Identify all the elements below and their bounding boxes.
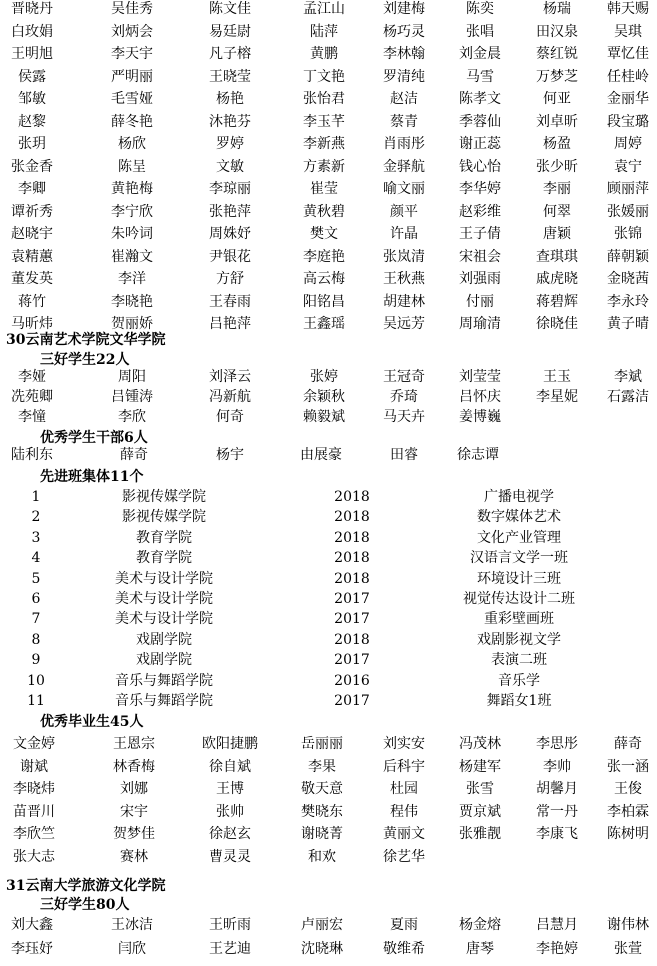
name-cell: 李宁欣	[111, 203, 153, 220]
college-cell: 教育学院	[136, 529, 192, 546]
subsection-title: 先进班集体11个	[40, 469, 144, 485]
table-row	[0, 650, 657, 670]
name-cell: 闫欣	[118, 941, 146, 957]
year-cell: 2018	[334, 550, 370, 567]
name-cell: 周婷	[614, 136, 642, 152]
name-cell: 徐志谭	[457, 447, 499, 463]
name-cell: 何亚	[543, 91, 571, 107]
college-cell: 影视传媒学院	[122, 509, 206, 526]
name-cell: 张媛丽	[607, 203, 649, 220]
name-cell: 陈奕	[466, 1, 494, 17]
name-cell: 刘强雨	[459, 271, 501, 287]
name-cell: 杨建军	[459, 758, 501, 775]
table-row	[0, 609, 657, 629]
name-cell: 刘娜	[120, 781, 148, 798]
class-cell: 舞蹈女1班	[486, 693, 552, 709]
name-cell: 程伟	[390, 803, 418, 820]
name-cell: 袁精蕙	[11, 248, 53, 265]
name-cell: 薛奇	[614, 736, 642, 752]
name-cell: 段宝璐	[607, 113, 649, 130]
name-cell: 李欣竺	[13, 826, 55, 843]
table-row	[0, 589, 657, 609]
name-cell: 张金香	[11, 158, 53, 175]
name-cell: 尹银花	[209, 248, 251, 265]
name-cell: 李琼丽	[209, 181, 251, 197]
name-cell: 冯新航	[209, 389, 251, 405]
name-cell: 侯露	[18, 68, 46, 85]
name-cell: 赵晓宇	[11, 226, 53, 242]
name-cell: 张艳萍	[209, 203, 251, 220]
name-cell: 李帅	[543, 758, 571, 775]
name-cell: 王鑫瑶	[303, 316, 345, 332]
name-cell: 崔瀚文	[111, 248, 153, 265]
name-cell: 蒋碧辉	[536, 293, 578, 310]
name-row	[0, 268, 657, 290]
name-cell: 赵洁	[390, 91, 418, 107]
class-cell: 数字媒体艺术	[477, 509, 561, 526]
name-cell: 万梦芝	[536, 68, 578, 85]
name-cell: 刘大鑫	[11, 917, 53, 933]
name-cell: 金丽华	[607, 91, 649, 107]
name-cell: 王子倩	[459, 226, 501, 242]
name-cell: 张锦	[614, 226, 642, 242]
name-cell: 陆利东	[11, 447, 53, 463]
name-cell: 谢斌	[20, 758, 48, 775]
name-cell: 张玥	[18, 136, 46, 152]
name-row	[0, 21, 657, 43]
class-cell: 广播电视学	[484, 489, 554, 505]
table-row	[0, 630, 657, 650]
name-row	[0, 444, 657, 466]
name-cell: 王冰洁	[111, 917, 153, 933]
name-cell: 刘卓昕	[536, 113, 578, 130]
name-cell: 李新燕	[303, 136, 345, 152]
name-cell: 任桂岭	[607, 68, 649, 85]
name-row	[0, 846, 657, 868]
name-cell: 张大志	[13, 849, 55, 865]
name-cell: 方素新	[303, 158, 345, 175]
name-cell: 谢晓菁	[301, 826, 343, 843]
name-cell: 张一涵	[607, 758, 649, 775]
name-cell: 黄丽文	[383, 826, 425, 843]
name-cell: 陈孝文	[459, 91, 501, 107]
name-cell: 王冠奇	[383, 369, 425, 385]
name-cell: 李康飞	[536, 826, 578, 843]
section-title: 30云南艺术学院文华学院	[6, 332, 166, 348]
year-cell: 2017	[334, 591, 370, 607]
name-cell: 黄子晴	[607, 316, 649, 332]
name-cell: 季蓉仙	[459, 113, 501, 130]
name-cell: 陈呈	[118, 158, 146, 175]
name-cell: 邹敏	[18, 91, 46, 107]
name-cell: 金晓茜	[607, 271, 649, 287]
name-row	[0, 914, 657, 936]
name-cell: 薛冬艳	[111, 113, 153, 130]
name-cell: 后科宇	[383, 758, 425, 775]
name-cell: 董发英	[11, 271, 53, 287]
name-cell: 李卿	[18, 181, 46, 197]
name-cell: 吴佳秀	[111, 1, 153, 17]
name-cell: 李珏妤	[11, 941, 53, 957]
college-cell: 戏剧学院	[136, 631, 192, 648]
name-row	[0, 938, 657, 960]
class-cell: 重彩壁画班	[484, 611, 554, 628]
name-cell: 马雪	[466, 68, 494, 85]
name-cell: 陈文佳	[209, 1, 251, 17]
name-cell: 薛朝颖	[607, 248, 649, 265]
name-cell: 石露洁	[607, 389, 649, 405]
name-cell: 王秋燕	[383, 271, 425, 287]
name-cell: 刘金晨	[459, 46, 501, 62]
name-cell: 杜园	[390, 781, 418, 798]
name-row	[0, 246, 657, 268]
name-cell: 周瑜清	[459, 316, 501, 332]
name-cell: 王明旭	[11, 46, 53, 62]
name-cell: 吕慧月	[536, 917, 578, 933]
name-row	[0, 801, 657, 823]
name-cell: 姜博巍	[459, 409, 501, 425]
name-cell: 韩天赐	[607, 1, 649, 17]
year-cell: 2018	[334, 509, 370, 526]
name-cell: 刘莹莹	[459, 369, 501, 385]
name-cell: 吕艳萍	[209, 316, 251, 332]
name-cell: 李欣	[118, 409, 146, 425]
name-cell: 刘泽云	[209, 369, 251, 385]
name-row	[0, 178, 657, 200]
name-cell: 冼苑卿	[11, 389, 53, 405]
name-cell: 王俊	[614, 781, 642, 798]
name-row	[0, 733, 657, 755]
index-cell: 10	[27, 672, 45, 689]
year-cell: 2018	[334, 489, 370, 505]
college-cell: 美术与设计学院	[115, 591, 213, 607]
name-cell: 刘实安	[383, 736, 425, 752]
name-cell: 周姝妤	[209, 226, 251, 242]
name-cell: 顾丽萍	[607, 181, 649, 197]
name-cell: 李洋	[118, 271, 146, 287]
name-cell: 黄艳梅	[111, 181, 153, 197]
name-cell: 陈树明	[607, 826, 649, 843]
name-cell: 杨瑞	[543, 1, 571, 17]
name-cell: 夏雨	[390, 917, 418, 933]
name-cell: 吕锺涛	[111, 389, 153, 405]
name-cell: 严明丽	[111, 68, 153, 85]
name-cell: 赛林	[120, 849, 148, 865]
name-cell: 朱吟词	[111, 226, 153, 242]
name-cell: 赵黎	[18, 113, 46, 130]
name-cell: 李柏霖	[607, 803, 649, 820]
name-cell: 戚虎晓	[536, 271, 578, 287]
name-cell: 张婷	[310, 369, 338, 385]
table-row	[0, 569, 657, 589]
name-cell: 樊晓东	[301, 803, 343, 820]
name-cell: 白玫娟	[11, 23, 53, 40]
name-row	[0, 43, 657, 65]
name-cell: 方舒	[216, 271, 244, 287]
year-cell: 2018	[334, 631, 370, 648]
name-cell: 薛奇	[120, 447, 148, 463]
name-row	[0, 156, 657, 178]
name-cell: 杨巧灵	[383, 23, 425, 40]
name-cell: 张怡君	[303, 91, 345, 107]
college-cell: 音乐与舞蹈学院	[115, 672, 213, 689]
name-row	[0, 201, 657, 223]
name-cell: 张帅	[216, 803, 244, 820]
name-cell: 毛雪娅	[111, 91, 153, 107]
name-cell: 贾京斌	[459, 803, 501, 820]
college-cell: 美术与设计学院	[115, 611, 213, 628]
name-cell: 李玉芊	[303, 113, 345, 130]
name-cell: 赖毅斌	[303, 409, 345, 425]
table-row	[0, 548, 657, 568]
name-cell: 胡馨月	[536, 781, 578, 798]
index-cell: 8	[31, 631, 41, 648]
name-cell: 谢正蕊	[459, 136, 501, 152]
name-cell: 周阳	[118, 369, 146, 385]
name-cell: 李晓炜	[13, 781, 55, 798]
name-cell: 谭祈秀	[11, 203, 53, 220]
index-cell: 9	[31, 652, 41, 669]
name-cell: 蔡红锐	[536, 46, 578, 62]
name-row	[0, 111, 657, 133]
college-cell: 戏剧学院	[136, 652, 192, 669]
name-cell: 袁宁	[614, 158, 642, 175]
name-cell: 查琪琪	[536, 248, 578, 265]
name-cell: 孟江山	[303, 1, 345, 17]
name-row	[0, 756, 657, 778]
name-cell: 田汉泉	[536, 23, 578, 40]
name-row	[0, 66, 657, 88]
name-cell: 颜平	[390, 203, 418, 220]
name-cell: 赵彩维	[459, 203, 501, 220]
year-cell: 2018	[334, 570, 370, 587]
name-row	[0, 88, 657, 110]
name-cell: 何翠	[543, 203, 571, 220]
index-cell: 11	[27, 693, 45, 709]
college-cell: 教育学院	[136, 550, 192, 567]
name-cell: 李憧	[18, 409, 46, 425]
index-cell: 4	[31, 550, 41, 567]
name-cell: 李星妮	[536, 389, 578, 405]
name-cell: 凡子榕	[209, 46, 251, 62]
name-cell: 刘建梅	[383, 1, 425, 17]
name-cell: 金驿航	[383, 158, 425, 175]
name-cell: 崔莹	[310, 181, 338, 197]
table-row	[0, 487, 657, 507]
subsection-title: 三好学生22人	[40, 352, 130, 368]
class-cell: 环境设计三班	[477, 570, 561, 587]
name-cell: 李艳婷	[536, 941, 578, 957]
name-cell: 由展豪	[300, 447, 342, 463]
name-cell: 杨金熔	[459, 917, 501, 933]
name-cell: 李永玲	[607, 293, 649, 310]
name-cell: 刘炳会	[111, 23, 153, 40]
name-cell: 王昕雨	[209, 917, 251, 933]
index-cell: 2	[31, 509, 41, 526]
name-cell: 冯茂林	[459, 736, 501, 752]
name-cell: 李斌	[614, 369, 642, 385]
name-cell: 喻文丽	[383, 181, 425, 197]
name-cell: 敬维希	[383, 941, 425, 957]
year-cell: 2018	[334, 529, 370, 546]
name-cell: 肖雨彤	[383, 136, 425, 152]
class-cell: 音乐学	[498, 672, 540, 689]
name-cell: 曹灵灵	[209, 849, 251, 865]
name-cell: 谢伟林	[607, 917, 649, 933]
name-cell: 覃忆佳	[607, 46, 649, 62]
class-cell: 汉语言文学一班	[470, 550, 568, 567]
name-cell: 张少昕	[536, 158, 578, 175]
table-row	[0, 507, 657, 527]
name-cell: 唐琴	[466, 941, 494, 957]
table-row	[0, 528, 657, 548]
name-cell: 王恩宗	[113, 736, 155, 752]
index-cell: 6	[31, 591, 41, 607]
year-cell: 2017	[334, 693, 370, 709]
name-cell: 徐晓佳	[536, 316, 578, 332]
name-cell: 王玉	[543, 369, 571, 385]
name-row	[0, 823, 657, 845]
name-cell: 李华婷	[459, 181, 501, 197]
name-cell: 欧阳捷鹏	[202, 736, 258, 752]
name-cell: 李果	[308, 758, 336, 775]
name-cell: 许晶	[390, 226, 418, 242]
class-cell: 表演二班	[491, 652, 547, 669]
name-cell: 张萱	[614, 941, 642, 957]
name-cell: 高云梅	[303, 271, 345, 287]
name-cell: 徐艺华	[383, 849, 425, 865]
name-cell: 李林翰	[383, 46, 425, 62]
name-cell: 付丽	[466, 293, 494, 310]
name-cell: 敬天意	[301, 781, 343, 798]
name-cell: 乔琦	[390, 389, 418, 405]
year-cell: 2017	[334, 611, 370, 628]
name-cell: 吴琪	[614, 23, 642, 40]
name-cell: 李晓艳	[111, 293, 153, 310]
name-cell: 文敏	[216, 158, 244, 175]
name-cell: 李天宇	[111, 46, 153, 62]
name-cell: 易廷尉	[209, 23, 251, 40]
name-cell: 宋祖会	[459, 248, 501, 265]
index-cell: 5	[31, 570, 41, 587]
name-cell: 宋宇	[120, 803, 148, 820]
name-row	[0, 133, 657, 155]
name-cell: 徐赵玄	[209, 826, 251, 843]
table-row	[0, 671, 657, 691]
name-row	[0, 366, 657, 388]
name-cell: 张雪	[466, 781, 494, 798]
name-cell: 张岚清	[383, 248, 425, 265]
name-cell: 钱心怡	[459, 158, 501, 175]
name-cell: 马昕炜	[11, 316, 53, 332]
college-cell: 音乐与舞蹈学院	[115, 693, 213, 709]
name-cell: 樊文	[310, 226, 338, 242]
name-cell: 李思彤	[536, 736, 578, 752]
name-cell: 李娅	[18, 369, 46, 385]
name-cell: 杨欣	[118, 136, 146, 152]
index-cell: 3	[31, 529, 41, 546]
name-cell: 王春雨	[209, 293, 251, 310]
year-cell: 2016	[334, 672, 370, 689]
name-cell: 李庭艳	[303, 248, 345, 265]
name-cell: 文金婷	[13, 736, 55, 752]
name-cell: 和欢	[308, 849, 336, 865]
name-cell: 吴远芳	[383, 316, 425, 332]
year-cell: 2017	[334, 652, 370, 669]
index-cell: 7	[31, 611, 41, 628]
college-cell: 影视传媒学院	[122, 489, 206, 505]
name-cell: 苗晋川	[13, 803, 55, 820]
name-cell: 蒋竹	[18, 293, 46, 310]
name-cell: 张雅靓	[459, 826, 501, 843]
name-row	[0, 223, 657, 245]
name-cell: 张唱	[466, 23, 494, 40]
college-cell: 美术与设计学院	[115, 570, 213, 587]
name-cell: 岳丽丽	[301, 736, 343, 752]
name-cell: 吕怀庆	[459, 389, 501, 405]
name-cell: 沐艳芬	[209, 113, 251, 130]
name-cell: 王晓莹	[209, 68, 251, 85]
name-cell: 杨艳	[216, 91, 244, 107]
name-cell: 李丽	[543, 181, 571, 197]
name-cell: 阳铭昌	[303, 293, 345, 310]
subsection-title: 优秀学生干部6人	[40, 430, 148, 446]
name-cell: 唐颖	[543, 226, 571, 242]
class-cell: 文化产业管理	[477, 529, 561, 546]
name-cell: 常一丹	[536, 803, 578, 820]
name-cell: 王艺迪	[209, 941, 251, 957]
name-cell: 贺丽娇	[111, 316, 153, 332]
name-cell: 沈晓琳	[301, 941, 343, 957]
class-cell: 戏剧影视文学	[477, 631, 561, 648]
name-row	[0, 406, 657, 428]
name-cell: 杨盈	[543, 136, 571, 152]
name-row	[0, 386, 657, 408]
subsection-title: 优秀毕业生45人	[40, 714, 144, 730]
class-cell: 视觉传达设计二班	[463, 591, 575, 607]
name-cell: 黄鹏	[310, 46, 338, 62]
name-cell: 胡建林	[383, 293, 425, 310]
name-row	[0, 0, 657, 20]
section-title: 31云南大学旅游文化学院	[6, 878, 166, 894]
name-cell: 黄秋碧	[303, 203, 345, 220]
name-cell: 晋晓丹	[11, 1, 53, 17]
name-cell: 王博	[216, 781, 244, 798]
name-row	[0, 291, 657, 313]
name-cell: 蔡青	[390, 113, 418, 130]
name-cell: 卢丽宏	[301, 917, 343, 933]
name-cell: 罗婷	[216, 136, 244, 152]
name-cell: 罗清纯	[383, 68, 425, 85]
name-row	[0, 778, 657, 800]
name-cell: 余颖秋	[303, 389, 345, 405]
index-cell: 1	[31, 489, 41, 505]
name-cell: 丁文艳	[303, 68, 345, 85]
table-row	[0, 691, 657, 711]
name-cell: 陆萍	[310, 23, 338, 40]
name-cell: 贺梦佳	[113, 826, 155, 843]
name-cell: 马天卉	[383, 409, 425, 425]
name-cell: 何奇	[216, 409, 244, 425]
subsection-title: 三好学生80人	[40, 897, 130, 913]
name-cell: 杨宇	[216, 447, 244, 463]
name-cell: 林香梅	[113, 758, 155, 775]
name-cell: 徐自斌	[209, 758, 251, 775]
name-cell: 田睿	[390, 447, 418, 463]
